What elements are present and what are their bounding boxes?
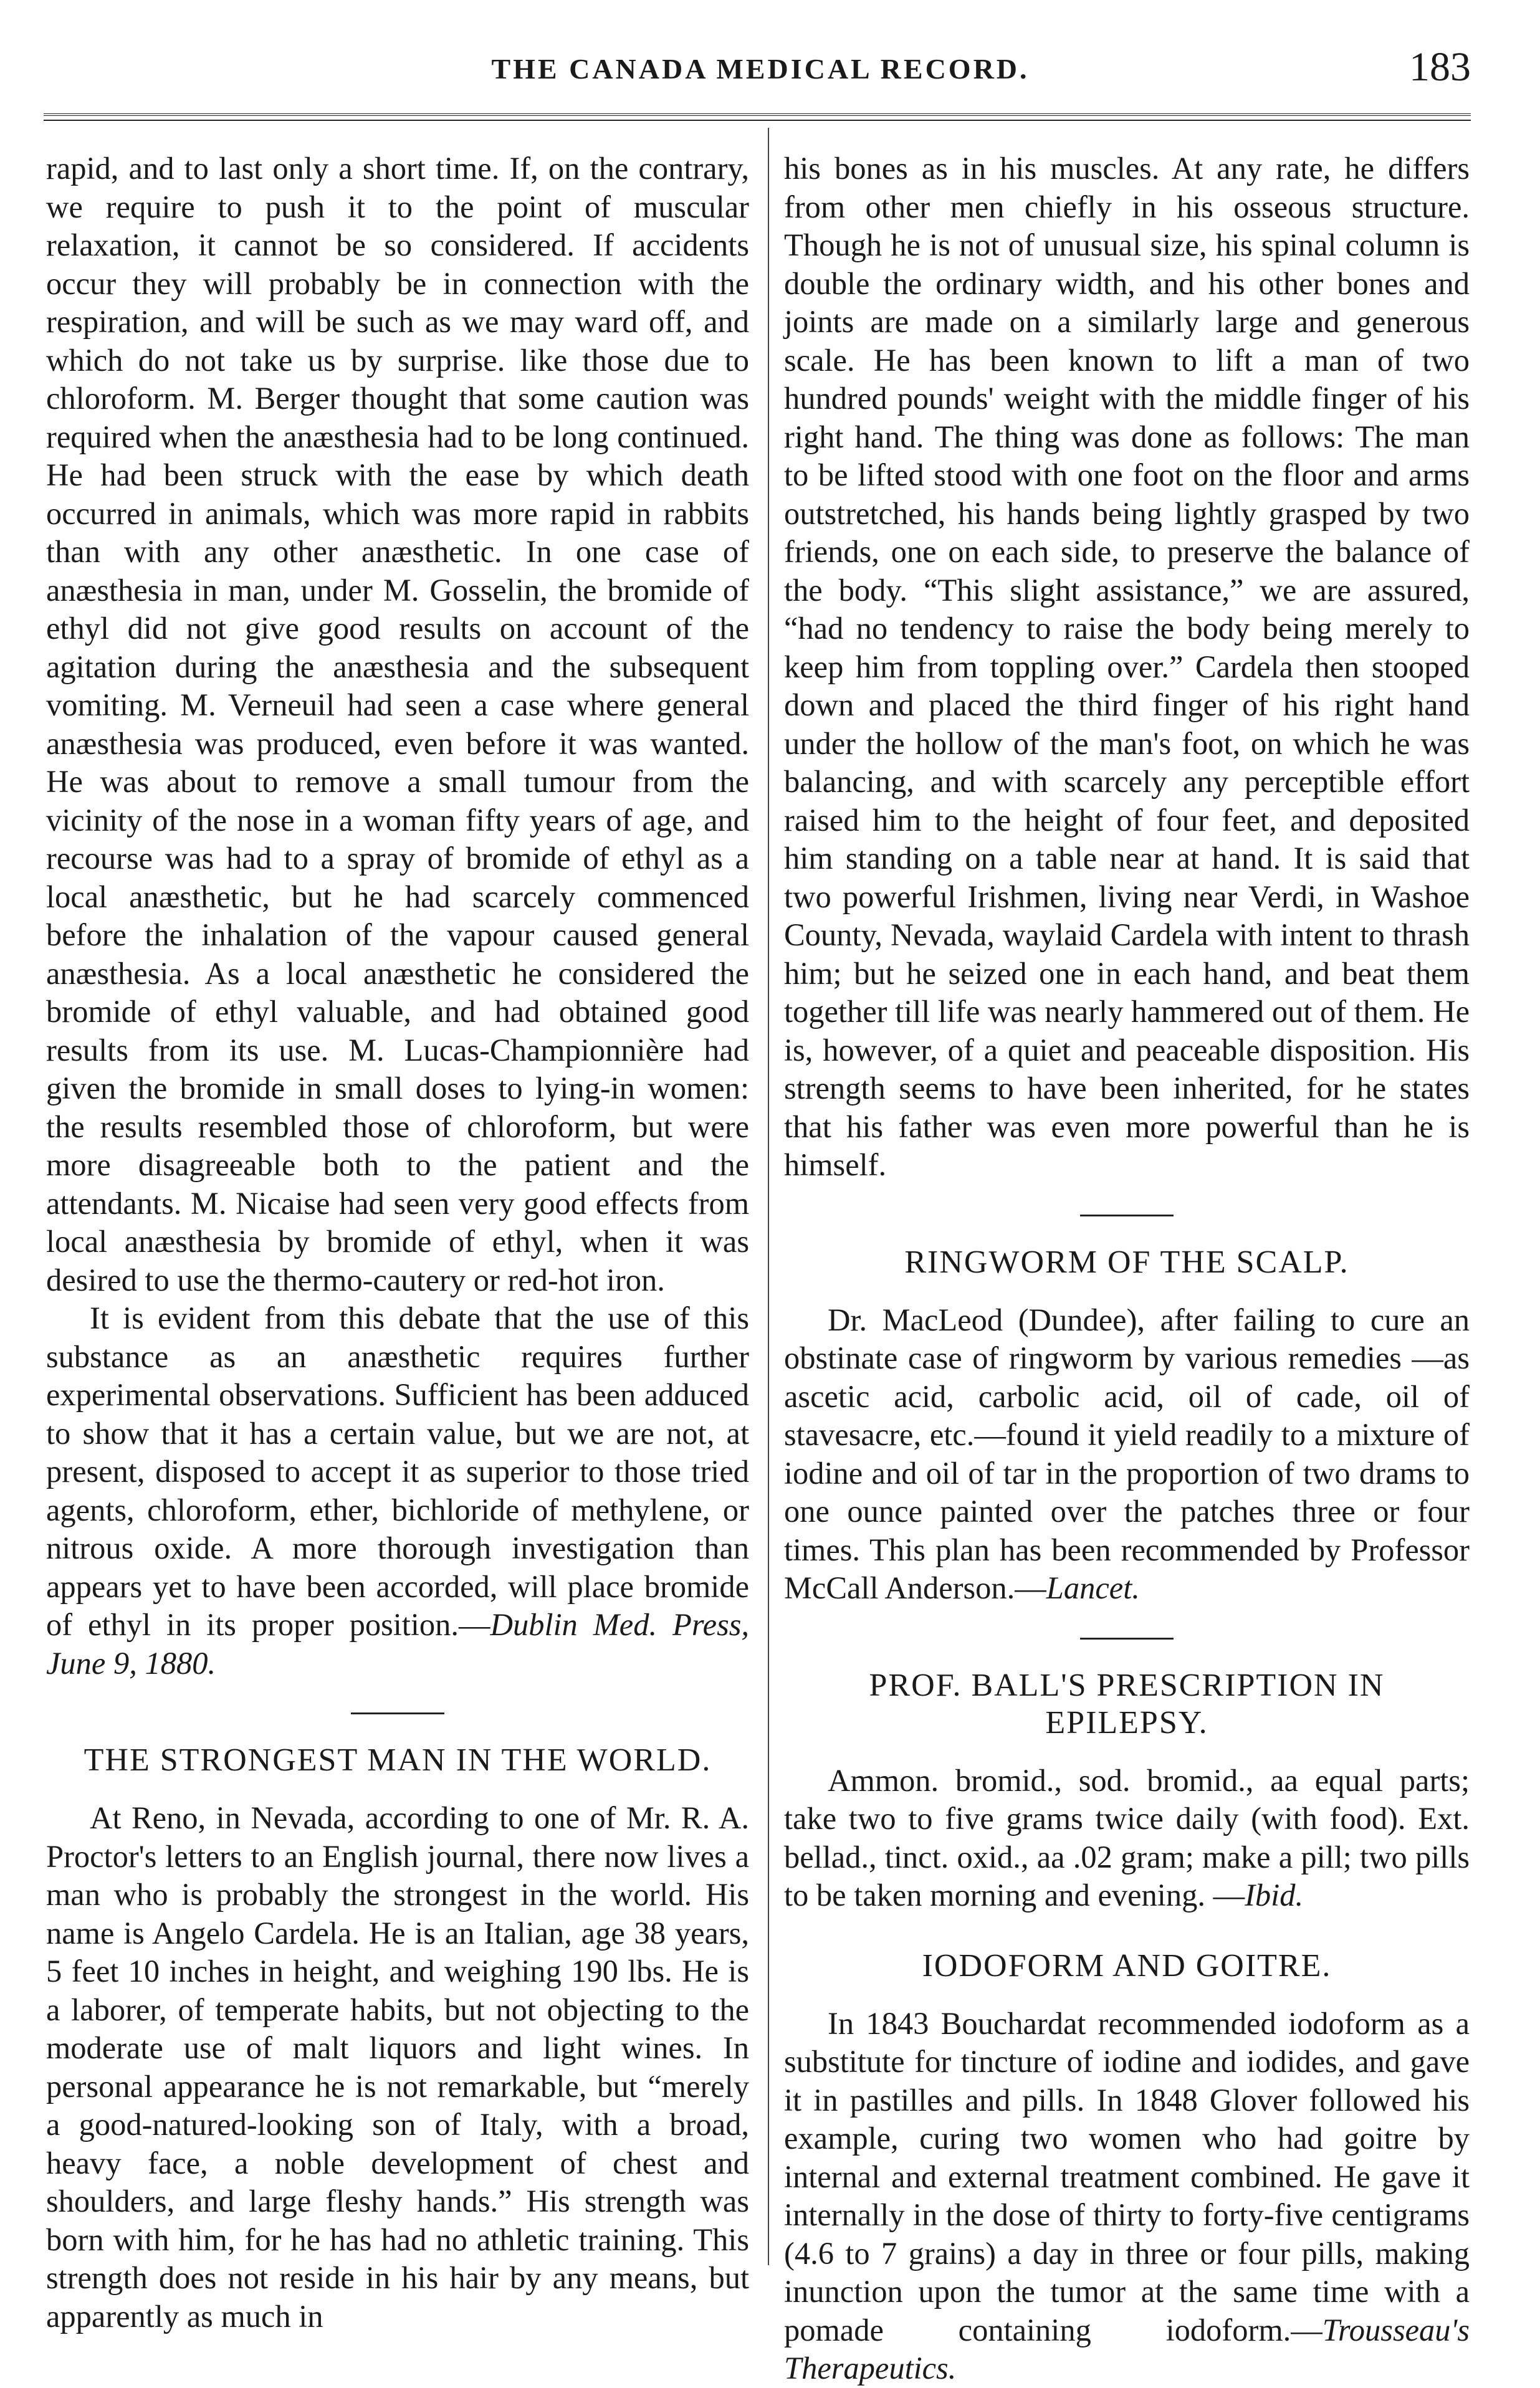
paragraph-text: Dr. MacLeod (Dundee), after failing to cure an obstinate case of ringworm by various remedies —as ascetic acid, carbolic acid, oil of cade, oil of stavesacre, etc.—found it yield readily to a mixture of iodine and oil of tar in the proportion of two drams to one ounce painted over the patches three or four times. This plan has been recommended by Professor McCall Anderson.— bbox=[784, 1302, 1470, 1605]
heading-ringworm: RINGWORM OF THE SCALP. bbox=[904, 1244, 1349, 1280]
citation: Ibid. bbox=[1245, 1878, 1304, 1913]
paragraph-text: It is evident from this debate that the use of this substance as an anæsthetic requires further experimental observations. Sufficient has been adduced to show that it has a certain value, but we are not, at present, disposed to accept it as superior to those tried agents, chloroform, ether, bichloride of methylene, or nitrous oxide. A more thorough investigation than appears yet to have been accorded, will place bromide of ethyl in its proper position.— bbox=[46, 1301, 749, 1642]
paragraph-ball-prescription bbox=[784, 1762, 1470, 1915]
citation: Dublin Med. Press, June 9, 1880. bbox=[46, 1607, 749, 1681]
paragraph-strongest-man-continued: his bones as in his muscles. At any rate, he differs from other men chiefly in his osseous structure. Though he is not of unusual size, his spinal column is double the ordinary width, and his other bones and joints are made on a similarly large and generous scale. He has been known to lift a man of two hundred pounds' weight with the middle finger of his right hand. The thing was done as follows: The man to be lifted stood with one foot on the floor and arms outstretched, his hands being lightly grasped by two friends, one on each side, to preserve the balance of the body. “This slight assistance,” we are assured, “had no tendency to raise the body being merely to keep him from toppling over.” Cardela then stooped down and placed the third finger of his right hand under the hollow of the man's foot, on which he was balancing, and with scarcely any perceptible effort raised him to the height of four feet, and deposited him standing on a table near at hand. It is said that two powerful Irishmen, living near Verdi, in Washoe County, Nevada, waylaid Cardela with intent to thrash him; but he seized one in each hand, and beat them together till life was nearly hammered out of them. He is, however, of a quiet and peaceable disposition. His strength seems to have been inherited, for he states that his father was even more powerful than he is himself. bbox=[784, 151, 1470, 1182]
paragraph-strongest-man: At Reno, in Nevada, according to one of Mr. R. A. Proctor's letters to an English journal, there now lives a man who is probably the strongest in the world. His name is Angelo Cardela. He is an Italian, age 38 years, 5 feet 10 inches in height, and weighing 190 lbs. He is a laborer, of temperate habits, but not objecting to the moderate use of malt liquors and light wines. In personal appearance he is not remarkable, but “merely a good-natured-looking son of Italy, with a broad, heavy face, a noble development of chest and shoulders, and large fleshy hands.” His strength was born with him, for he has had no athletic training. This strength does not reside in his hair by any means, but apparently as much in bbox=[46, 1800, 749, 2334]
paragraph-ringworm bbox=[784, 1301, 1470, 1608]
right-column bbox=[784, 150, 1470, 2388]
citation: Lancet. bbox=[1046, 1570, 1140, 1605]
column-divider bbox=[768, 128, 769, 2265]
paragraph-bromide-conclusion bbox=[46, 1299, 749, 1683]
citation: Trousseau's Therapeutics. bbox=[784, 2312, 1470, 2386]
paragraph-text: In 1843 Bouchardat recommended iodoform as a substitute for tincture of iodine and iodides, and gave it in pastilles and pills. In 1848 Glover followed his example, curing two women who had goitre by internal and external treatment combined. He gave it internally in the dose of thirty to forty-five centigrams (4.6 to 7 grains) a day in three or four pills, making inunction upon the tumor at the same time with a pomade containing iodoform.— bbox=[784, 2005, 1470, 2347]
heading-strongest-man: THE STRONGEST MAN IN THE WORLD. bbox=[84, 1742, 712, 1778]
left-column bbox=[46, 150, 749, 2336]
section-separator bbox=[351, 1712, 444, 1714]
heading-ball-prescription: PROF. BALL'S PRESCRIPTION IN EPILEPSY. bbox=[869, 1667, 1385, 1741]
paragraph-bromide-continued: rapid, and to last only a short time. If, on the contrary, we require to push it to the point of muscular relaxation, it cannot be so considered. If accidents occur they will probably be in connection with the respiration, and will be such as we may ward off, and which do not take us by surprise. like those due to chloroform. M. Berger thought that some caution was required when the anæsthesia had to be long continued. He had been struck with the ease by which death occurred in animals, which was more rapid in rabbits than with any other anæsthetic. In one case of anæsthesia in man, under M. Gosselin, the bromide of ethyl did not give good results on account of the agitation during the anæsthesia and the subsequent vomiting. M. Verneuil had seen a case where general anæsthesia was produced, even before it was wanted. He was about to remove a small tumour from the vicinity of the nose in a woman fifty years of age, and recourse was had to a spray of bromide of ethyl as a local anæsthetic, but he had scarcely commenced before the inhalation of the vapour caused general anæsthesia. As a local anæsthetic he considered the bromide of ethyl valuable, and had obtained good results from its use. M. Lucas-Championnière had given the bromide in small doses to lying-in women: the results resembled those of chloroform, but were more disagreeable both to the patient and the attendants. M. Nicaise had seen very good effects from local anæsthesia by bromide of ethyl, when it was desired to use the thermo-cautery or red-hot iron. bbox=[46, 151, 749, 1297]
running-head: THE CANADA MEDICAL RECORD. bbox=[491, 53, 1030, 85]
section-separator bbox=[1080, 1215, 1174, 1216]
page-header bbox=[44, 44, 1477, 100]
paragraph-iodoform bbox=[784, 2005, 1470, 2388]
heading-iodoform: IODOFORM AND GOITRE. bbox=[922, 1947, 1332, 1984]
page-number: 183 bbox=[1409, 44, 1471, 90]
paragraph-text: Ammon. bromid., sod. bromid., aa equal parts; take two to five grams twice daily (with food). Ext. bellad., tinct. oxid., aa .02 gram; make a pill; two pills to be taken morning and evening. — bbox=[784, 1762, 1470, 1913]
section-separator bbox=[1080, 1638, 1174, 1640]
header-rule bbox=[44, 113, 1471, 121]
